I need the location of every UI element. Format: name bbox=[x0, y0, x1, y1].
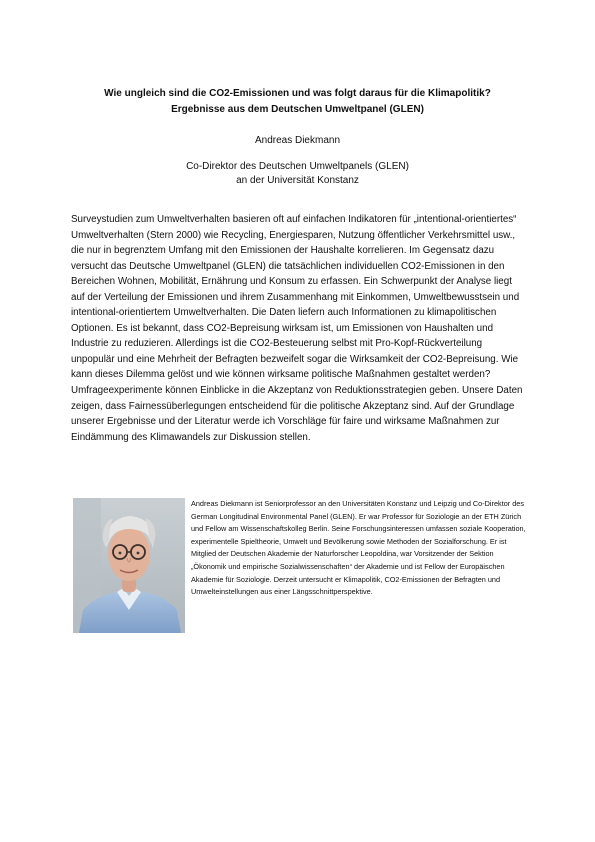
author-biography: Andreas Diekmann ist Seniorprofessor an den Universitäten Konstanz und Leipzig und Co-Direktor des German Longitudinal Environmental Panel (GLEN). Er war Professor für Soziologie an der ETH Zürich und Fellow am Wissenschaftskolleg Berlin. Seine Forschungsinteressen umfassen soziale Kooperation, experimentelle Spieltheorie, Umwelt und Bevölkerung sowie Methoden der Sozialforschung. Er ist Mitglied der Deutschen Akademie der Naturforscher Leopoldina, war Vorsitzender der Sektion „Ökonomik und empirische Sozialwissenschaften“ der Akademie und ist Fellow der Europäischen Akademie für Soziologie. Derzeit untersucht er Klimapolitik, CO2-Emissionen der Befragten und Umwelteinstellungen aus einer Längsschnittperspektive. bbox=[191, 499, 526, 597]
author-name: Andreas Diekmann bbox=[254, 135, 341, 146]
affiliation bbox=[60, 160, 535, 188]
abstract-paragraph: Surveystudien zum Umweltverhalten basieren oft auf einfachen Indikatoren für „intentional-orientiertes“ Umweltverhalten (Stern 2000) wie Recycling, Energiesparen, Nutzung öffentlicher Verkehrsmittel usw., die nur in begrenztem Umfang mit den Emissionen der Haushalte korrelieren. Im Gegensatz dazu versucht das Deutsche Umweltpanel (GLEN) die tatsächlichen individuellen CO2-Emissionen in den Bereichen Wohnen, Mobilität, Ernährung und Konsum zu erfassen. Ein Schwerpunkt der Analyse liegt auf der Verteilung der Emissionen und ihrem Zusammenhang mit Einkommen, Umweltbewusstsein und intentional-orientiertem Umweltverhalten. Die Daten liefern auch Informationen zu klimapolitischen Optionen. Es ist bekannt, dass CO2-Bepreisung wirksam ist, um Emissionen von Haushalten und Industrie zu reduzieren. Allerdings ist die CO2-Besteuerung selbst mit Pro-Kopf-Rückverteilung unpopulär und eine Mehrheit der Befragten bezweifelt sogar die Wirksamkeit der CO2-Bepreisung. Wie kann dieses Dilemma gelöst und wie können wirksame politische Maßnahmen gestaltet werden? Umfrageexperimente können Einblicke in die Akzeptanz von Reduktionsstrategien geben. Unsere Daten zeigen, dass Fairnessüberlegungen entscheidend für die politische Akzeptanz sind. Auf der Grundlage unserer Ergebnisse und der Literatur werde ich Vorschläge für faire und wirksame Maßnahmen zur Eindämmung des Klimawandels zur Diskussion stellen. bbox=[71, 214, 523, 443]
affiliation-line-2: an der Universität Konstanz bbox=[236, 175, 359, 186]
document-title bbox=[60, 86, 535, 118]
title-line-2: Ergebnisse aus dem Deutschen Umweltpanel (GLEN) bbox=[171, 104, 424, 115]
title-line-1: Wie ungleich sind die CO2-Emissionen und was folgt daraus für die Klimapolitik? bbox=[104, 88, 491, 99]
biography-section bbox=[73, 498, 529, 638]
portrait-photo bbox=[73, 498, 185, 633]
affiliation-line-1: Co-Direktor des Deutschen Umweltpanels (GLEN) bbox=[186, 161, 409, 172]
